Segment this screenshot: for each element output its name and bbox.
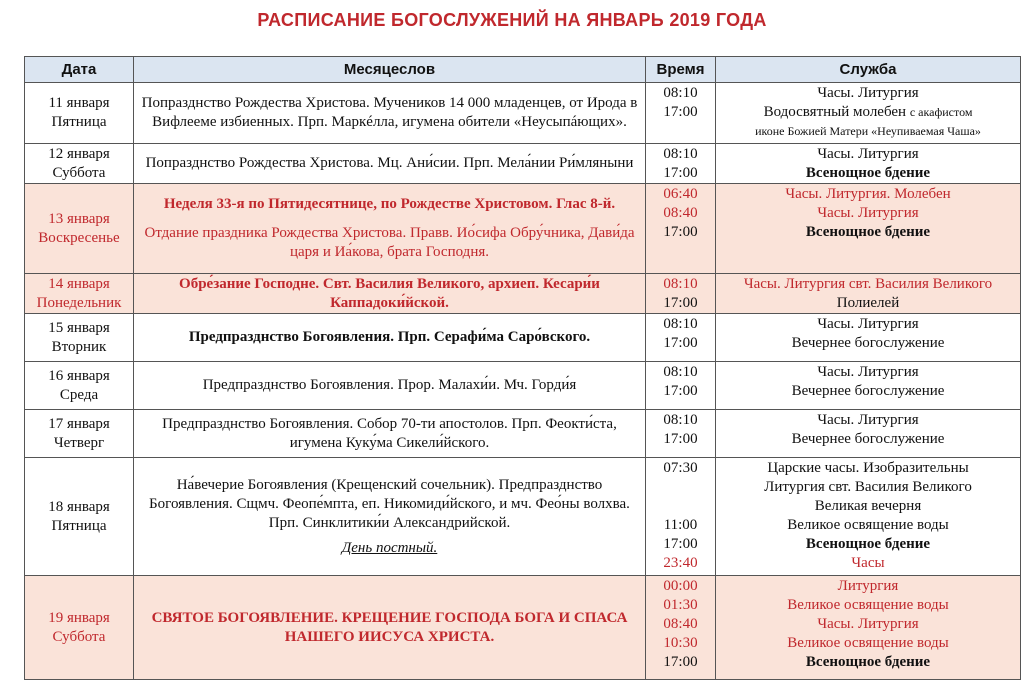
time-value: 08:10 [663, 85, 698, 101]
date-label: 19 января [48, 609, 110, 626]
time-value: 08:10 [663, 412, 698, 428]
fast-day-note: День постный. [341, 539, 438, 556]
date-cell [25, 144, 134, 184]
date-label: 12 января [48, 145, 110, 162]
time-value: 17:00 [663, 654, 698, 670]
table-row [25, 83, 1021, 144]
date-label: 14 января [48, 275, 110, 292]
time-value: 08:40 [663, 616, 698, 632]
time-cell [646, 458, 716, 576]
date-cell [25, 576, 134, 680]
service-item-main: Водосвятный молебен [763, 104, 907, 120]
date-cell [25, 83, 134, 144]
date-cell [25, 274, 134, 314]
table-row [25, 144, 1021, 184]
service-item: Великое освящение воды [787, 517, 949, 533]
time-value: 11:00 [663, 517, 698, 533]
service-cell [716, 144, 1021, 184]
table-row [25, 410, 1021, 458]
time-cell [646, 576, 716, 680]
page-title: РАСПИСАНИЕ БОГОСЛУЖЕНИЙ НА ЯНВАРЬ 2019 ГОДА [257, 10, 767, 30]
service-item: Часы. Литургия [817, 364, 919, 380]
schedule-table [24, 56, 1021, 680]
time-value: 10:30 [663, 635, 698, 651]
service-cell [716, 314, 1021, 362]
saints-text: Отдание праздника Рождества Христова. Правв. Ио́сифа Обру́чника, Дави́да царя и Иа́кова, брата Господня. [144, 225, 635, 260]
date-cell [25, 362, 134, 410]
service-item: Великое освящение воды [787, 597, 949, 613]
time-cell [646, 314, 716, 362]
saints-cell: Обре́зание Господне. Свт. Василия Великого, архиеп. Кесари́и Каппадоки́йской. [134, 274, 646, 314]
time-value: 00:00 [663, 578, 698, 594]
service-item: Часы. Литургия [817, 146, 919, 162]
service-item: Литургия свт. Василия Великого [764, 479, 972, 495]
weekday-label: Суббота [52, 628, 106, 645]
time-value: 06:40 [663, 186, 698, 202]
header-time: Время [646, 57, 716, 83]
header-saints: Месяцеслов [134, 57, 646, 83]
service-cell [716, 274, 1021, 314]
header-service: Служба [716, 57, 1021, 83]
date-label: 17 января [48, 415, 110, 432]
date-label: 11 января [48, 95, 110, 111]
service-cell [716, 83, 1021, 144]
time-value: 17:00 [663, 295, 698, 311]
service-cell [716, 410, 1021, 458]
weekday-label: Четверг [53, 434, 105, 451]
header-date: Дата [25, 57, 134, 83]
service-item: Часы. Литургия. Молебен [785, 186, 951, 202]
time-cell [646, 144, 716, 184]
table-row [25, 458, 1021, 576]
service-item: Часы. Литургия свт. Василия Великого [743, 276, 993, 292]
service-item: Вечернее богослужение [791, 335, 945, 351]
service-item: Всенощное бдение [805, 224, 931, 240]
time-value: 23:40 [663, 555, 698, 571]
table-row [25, 314, 1021, 362]
saints-cell [134, 458, 646, 576]
service-cell [716, 362, 1021, 410]
service-item: Часы. Литургия [817, 316, 919, 332]
service-cell [716, 576, 1021, 680]
time-value: 08:10 [663, 316, 698, 332]
time-value: 01:30 [663, 597, 698, 613]
weekday-label: Суббота [52, 164, 106, 181]
saints-cell: Попразднство Рождества Христова. Мц. Ани́сии. Прп. Мела́нии Ри́мляныни [134, 144, 646, 184]
time-value: 17:00 [663, 104, 698, 120]
time-value: 17:00 [663, 165, 698, 181]
feast-title: Неделя 33-я по Пятидесятнице, по Рождестве Христовом. Глас 8-й. [163, 196, 616, 212]
time-value: 17:00 [663, 431, 698, 447]
weekday-label: Понедельник [36, 294, 122, 311]
date-label: 15 января [48, 319, 110, 336]
table-row-feast [25, 576, 1021, 680]
table-row [25, 362, 1021, 410]
service-item: Часы. Литургия [817, 85, 919, 101]
date-cell [25, 410, 134, 458]
service-cell [716, 184, 1021, 274]
saints-cell: Попразднство Рождества Христова. Мучеников 14 000 младенцев, от Ирода в Вифлееме избиенных. Прп. Маркéлла, игумена обители «Неусыпáющих». [134, 83, 646, 144]
service-item-note: иконе Божией Матери «Неупиваемая Чаша» [755, 124, 981, 138]
time-cell [646, 184, 716, 274]
time-value: 17:00 [663, 335, 698, 351]
time-value: 07:30 [663, 460, 698, 476]
table-row-feast [25, 274, 1021, 314]
service-item: Вечернее богослужение [791, 383, 945, 399]
saints-cell: Предпразднство Богоявления. Прор. Малахи́и. Мч. Горди́я [134, 362, 646, 410]
service-item: Всенощное бдение [805, 536, 931, 552]
service-item: Всенощное бдение [805, 165, 931, 181]
time-value: 17:00 [663, 383, 698, 399]
service-item: Часы. Литургия [817, 412, 919, 428]
time-value: 17:00 [663, 536, 698, 552]
saints-cell: Предпразднство Богоявления. Прп. Серафи́ма Саро́вского. [134, 314, 646, 362]
saints-cell: Предпразднство Богоявления. Собор 70-ти апостолов. Прп. Феокти́ста, игумена Куку́ма Сикели́йского. [134, 410, 646, 458]
table-header-row [25, 57, 1021, 83]
service-item [718, 103, 1018, 122]
service-cell [716, 458, 1021, 576]
date-cell [25, 184, 134, 274]
time-value: 17:00 [663, 224, 698, 240]
weekday-label: Вторник [51, 338, 107, 355]
service-item: Великая вечерня [814, 498, 922, 514]
date-label: 13 января [48, 210, 110, 227]
weekday-label: Воскресенье [38, 229, 120, 246]
weekday-label: Пятница [51, 517, 107, 534]
service-item: Часы [851, 555, 885, 571]
service-item: Часы. Литургия [817, 205, 919, 221]
date-label: 16 января [48, 367, 110, 384]
service-item-note: с акафистом [909, 105, 973, 119]
time-cell [646, 362, 716, 410]
time-value: 08:10 [663, 146, 698, 162]
saints-cell: СВЯТОЕ БОГОЯВЛЕНИЕ. КРЕЩЕНИЕ ГОСПОДА БОГА И СПАСА НАШЕГО ИИСУСА ХРИСТА. [134, 576, 646, 680]
service-item: Вечернее богослужение [791, 431, 945, 447]
service-item: Царские часы. Изобразительны [767, 460, 969, 476]
service-item: Полиелей [836, 295, 900, 311]
table-row-feast [25, 184, 1021, 274]
date-label: 18 января [48, 498, 110, 515]
date-cell [25, 458, 134, 576]
time-value: 08:10 [663, 364, 698, 380]
time-cell [646, 274, 716, 314]
saints-cell [134, 184, 646, 274]
saints-text: На́вечерие Богоявления (Крещенский сочельник). Предпразднство Богоявления. Сщмч. Феопе́мпта, еп. Никомиди́йского, и мч. Фео́ны волхва. Прп. Синклитики́и Александрийской. [149, 476, 630, 531]
time-value: 08:10 [663, 276, 698, 292]
time-cell [646, 410, 716, 458]
date-cell [25, 314, 134, 362]
weekday-label: Среда [59, 386, 99, 403]
time-cell [646, 83, 716, 144]
weekday-label: Пятница [51, 114, 107, 130]
service-item: Литургия [837, 578, 899, 594]
service-item: Всенощное бдение [805, 654, 931, 670]
service-item: Великое освящение воды [787, 635, 949, 651]
time-value: 08:40 [663, 205, 698, 221]
service-item: Часы. Литургия [817, 616, 919, 632]
